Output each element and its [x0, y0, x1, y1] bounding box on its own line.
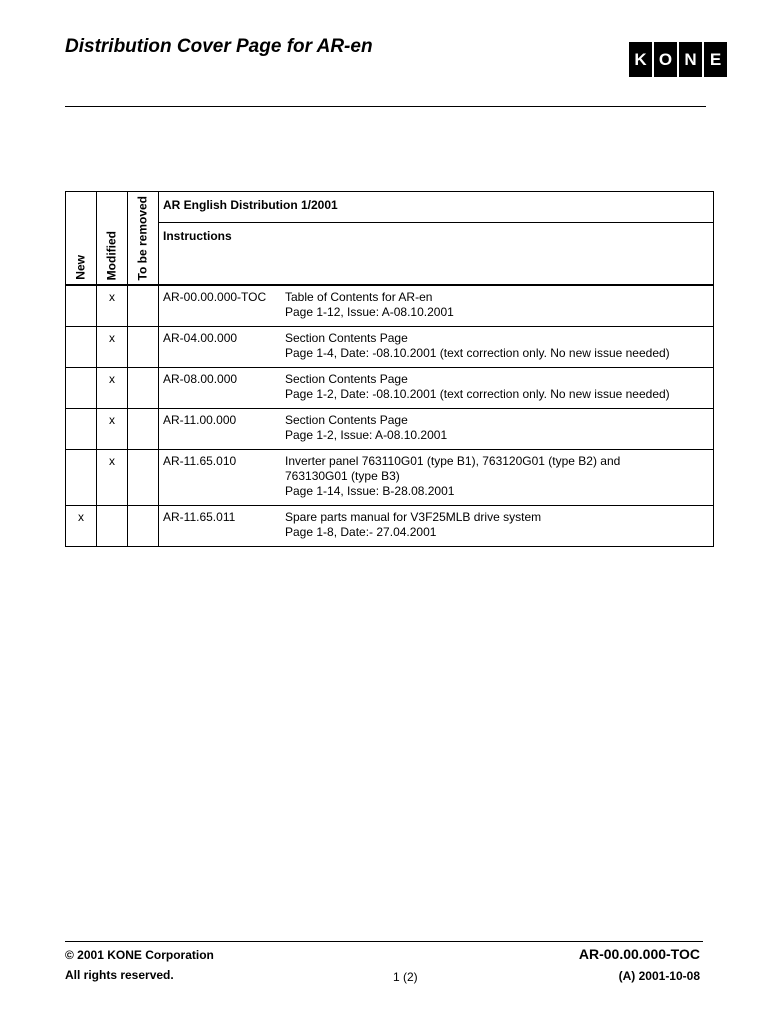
- entry-cell: [159, 327, 714, 368]
- logo-letter: N: [679, 42, 702, 77]
- entry-cell: [159, 450, 714, 506]
- mark-modified: [97, 506, 128, 547]
- footer-divider: [65, 941, 703, 942]
- description-line: Spare parts manual for V3F25MLB drive system: [285, 510, 542, 524]
- description-line: Table of Contents for AR-en: [285, 290, 433, 304]
- mark-new: [66, 409, 97, 450]
- entry-cell: [159, 368, 714, 409]
- footer-doc-id: AR-00.00.000-TOC: [578, 946, 700, 962]
- description-line: Page 1-2, Date: -08.10.2001 (text correction only. No new issue needed): [285, 387, 670, 401]
- header-divider: [65, 106, 706, 107]
- description-line: Page 1-2, Issue: A-08.10.2001: [285, 428, 448, 442]
- footer-revision: (A) 2001-10-08: [618, 969, 700, 983]
- distribution-title: AR English Distribution 1/2001: [159, 192, 714, 223]
- column-header-new: New: [66, 192, 97, 286]
- logo-letter: K: [629, 42, 652, 77]
- doc-description: [285, 413, 709, 443]
- doc-description: [285, 290, 709, 320]
- doc-description: [285, 454, 709, 499]
- mark-removed: [128, 327, 159, 368]
- entry-cell: [159, 506, 714, 547]
- table-row: [66, 327, 714, 368]
- mark-removed: [128, 409, 159, 450]
- doc-code: AR-08.00.000: [163, 372, 238, 386]
- table-row: [66, 285, 714, 327]
- doc-description: [285, 510, 709, 540]
- doc-description: [285, 372, 709, 402]
- column-header-modified: Modified: [97, 192, 128, 286]
- footer-copyright: © 2001 KONE Corporation: [65, 948, 214, 962]
- table-row: [66, 506, 714, 547]
- description-line: Section Contents Page: [285, 331, 408, 345]
- footer-rights: All rights reserved.: [65, 968, 174, 982]
- instructions-row: [66, 223, 714, 286]
- doc-code: AR-11.65.011: [163, 510, 236, 524]
- logo-letter: O: [654, 42, 677, 77]
- distribution-table: [65, 191, 714, 547]
- description-line: 763130G01 (type B3): [285, 469, 400, 483]
- mark-modified: x: [97, 368, 128, 409]
- mark-new: [66, 368, 97, 409]
- description-line: Page 1-8, Date:- 27.04.2001: [285, 525, 437, 539]
- instructions-label: Instructions: [159, 223, 714, 286]
- mark-removed: [128, 506, 159, 547]
- doc-code: AR-04.00.000: [163, 331, 238, 345]
- mark-modified: x: [97, 450, 128, 506]
- description-line: Inverter panel 763110G01 (type B1), 763120G01 (type B2) and: [285, 454, 621, 468]
- doc-description: [285, 331, 709, 361]
- mark-modified: x: [97, 327, 128, 368]
- table-row: [66, 450, 714, 506]
- mark-new: [66, 285, 97, 327]
- mark-modified: x: [97, 285, 128, 327]
- doc-code: AR-00.00.000-TOC: [163, 290, 267, 304]
- description-line: Section Contents Page: [285, 372, 408, 386]
- kone-logo: [629, 42, 727, 77]
- doc-code: AR-11.00.000: [163, 413, 237, 427]
- description-line: Page 1-4, Date: -08.10.2001 (text correction only. No new issue needed): [285, 346, 670, 360]
- description-line: Page 1-14, Issue: B-28.08.2001: [285, 484, 455, 498]
- doc-code: AR-11.65.010: [163, 454, 237, 468]
- mark-removed: [128, 368, 159, 409]
- description-line: Section Contents Page: [285, 413, 408, 427]
- mark-new: x: [66, 506, 97, 547]
- mark-removed: [128, 450, 159, 506]
- table-row: [66, 368, 714, 409]
- mark-removed: [128, 285, 159, 327]
- table-row: [66, 409, 714, 450]
- entry-cell: [159, 285, 714, 327]
- footer-page-number: 1 (2): [393, 970, 418, 984]
- entry-cell: [159, 409, 714, 450]
- description-line: Page 1-12, Issue: A-08.10.2001: [285, 305, 454, 319]
- mark-modified: x: [97, 409, 128, 450]
- logo-letter: E: [704, 42, 727, 77]
- mark-new: [66, 450, 97, 506]
- table-header-row: [66, 192, 714, 223]
- page-title: Distribution Cover Page for AR-en: [65, 36, 373, 57]
- column-header-removed: To be removed: [128, 192, 159, 286]
- mark-new: [66, 327, 97, 368]
